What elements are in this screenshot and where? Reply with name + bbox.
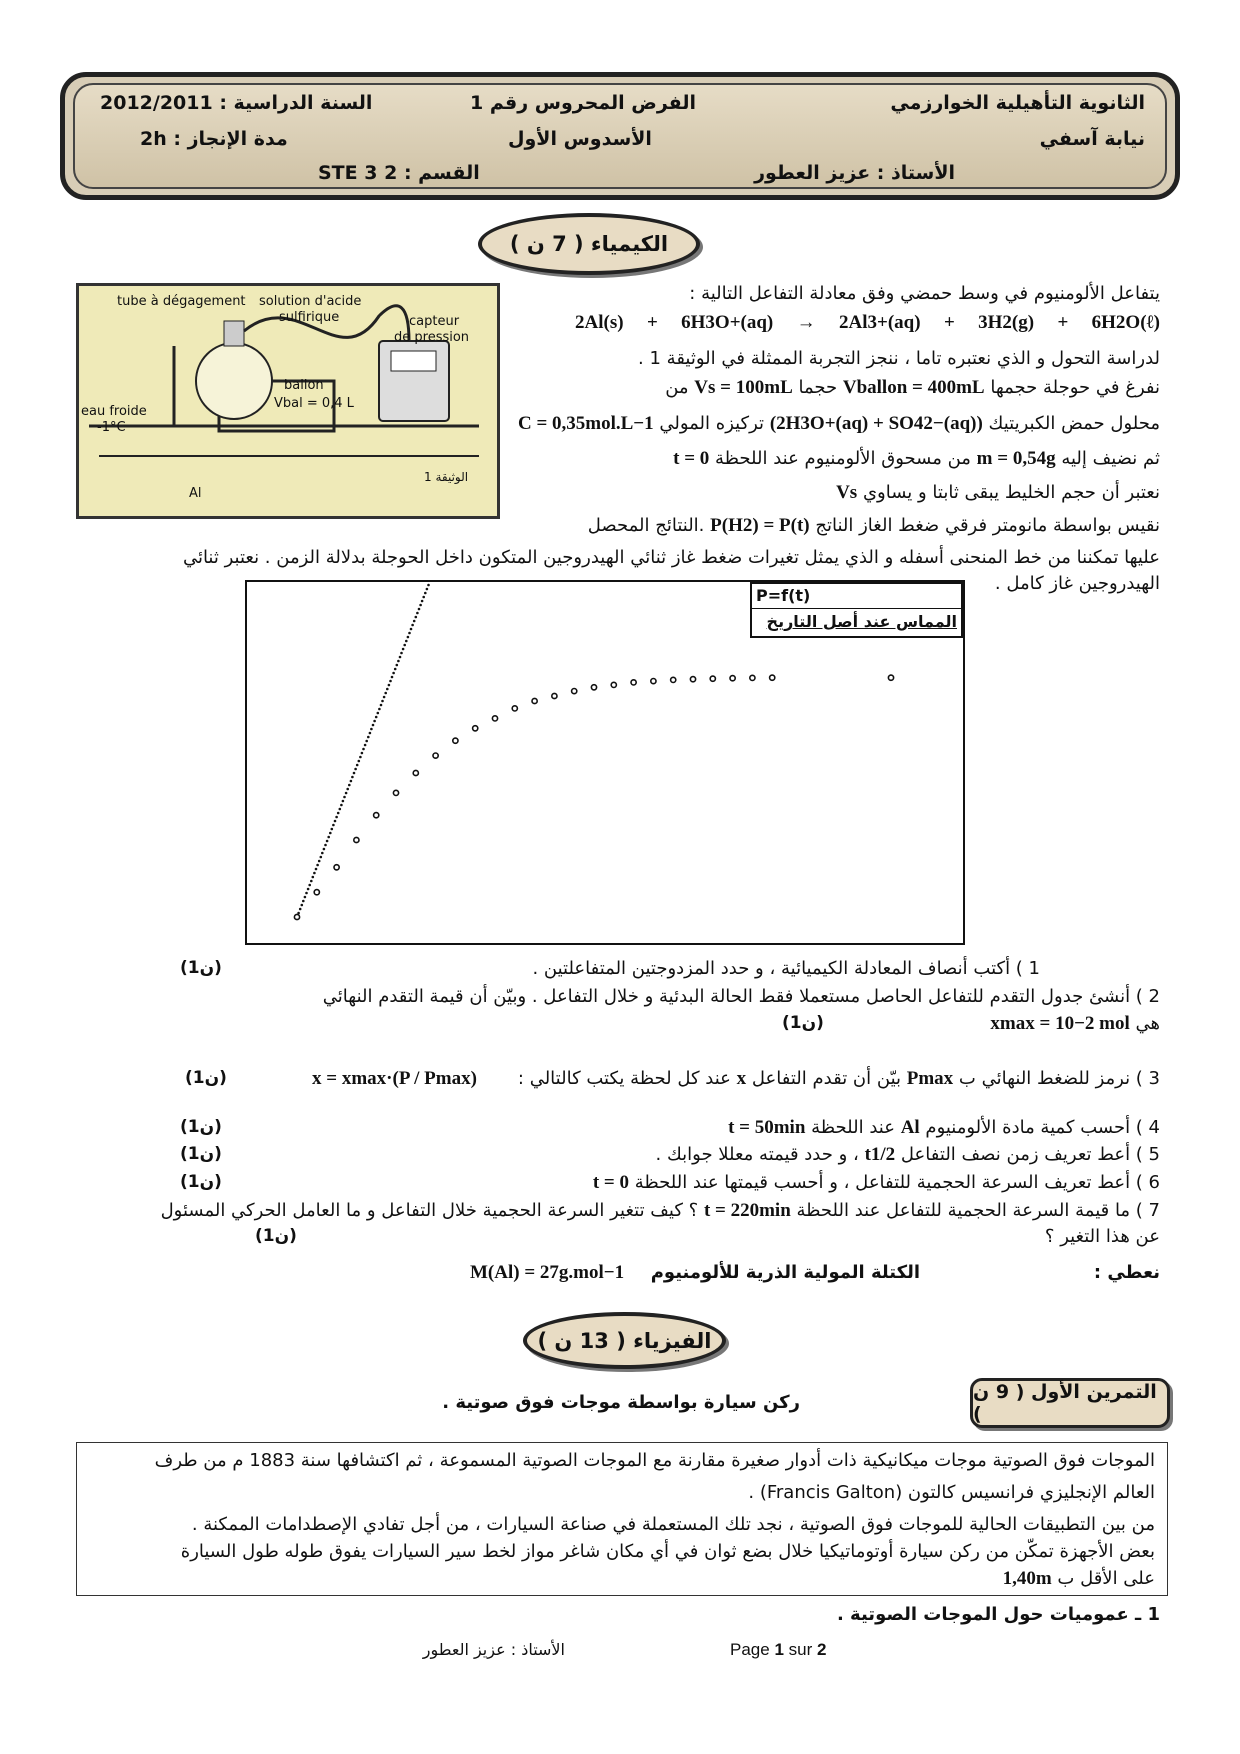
question-5 [656, 1144, 1160, 1166]
q7-text-a: 7 ) ما قيمة السرعة الحجمية للتفاعل عند اللحظة [796, 1200, 1160, 1221]
question-1-points: (1ن) [180, 958, 222, 978]
tangent-dot [416, 612, 419, 615]
tangent-dot [396, 664, 399, 667]
tangent-dot [305, 892, 308, 895]
eq-term-h2o: 6H2O(ℓ) [1091, 312, 1160, 333]
tangent-dot [326, 840, 329, 843]
question-7-line-2: عن هذا التغير ؟ [1044, 1226, 1160, 1247]
chem-l2-text-b: حجما [798, 377, 838, 398]
solution-volume-value: Vs = 100mL [694, 377, 793, 398]
q4-text-a: 4 ) أحسب كمية مادة الألومنيوم [925, 1117, 1160, 1138]
chem-l2-text-a: نفرغ في حوجلة حجمها [990, 377, 1160, 398]
question-6-points: (1ن) [180, 1172, 222, 1192]
advancement-formula: x = xmax·(P / Pmax) [312, 1068, 477, 1089]
label-flask-volume: Vbal = 0,4 L [274, 396, 354, 411]
tangent-dot [380, 704, 383, 707]
data-point [631, 680, 636, 685]
data-point [354, 837, 359, 842]
eq-term-al3: 2Al3+(aq) [839, 312, 921, 333]
chem-l5-text: نعتبر أن حجم الخليط يبقى ثابتا و يساوي [862, 482, 1160, 503]
tangent-dot [422, 596, 425, 599]
tangent-dot [353, 772, 356, 775]
tangent-dot [342, 800, 345, 803]
chem-line-6 [588, 515, 1160, 537]
physics-para-5 [1003, 1568, 1155, 1590]
tangent-dot [413, 620, 416, 623]
tangent-dot [334, 820, 337, 823]
data-point [453, 738, 458, 743]
chem-line-8: الهيدروجين غاز كامل . [994, 573, 1160, 594]
tangent-dot [348, 784, 351, 787]
molar-mass-label: الكتلة المولية الذرية للألومنيوم [650, 1262, 920, 1283]
label-tube: tube à dégagement [117, 294, 246, 309]
tangent-dot [350, 780, 353, 783]
tangent-dot [377, 712, 380, 715]
data-point [532, 698, 537, 703]
tangent-dot [408, 632, 411, 635]
tangent-dot [308, 884, 311, 887]
q3-text-b: بيّن أن تقدم التفاعل [751, 1068, 902, 1089]
chem-line-4 [673, 448, 1160, 470]
tangent-dot [329, 832, 332, 835]
question-2-line-1: 2 ) أنشئ جدول التقدم للتفاعل الحاصل مستعملا فقط الحالة البدئية و خلال التفاعل . وبيّن أن قيمة التقدم النهائي [322, 986, 1160, 1007]
tangent-dot [405, 640, 408, 643]
tangent-dot [310, 880, 313, 883]
document-1-figure [76, 283, 500, 519]
tangent-dot [332, 824, 335, 827]
q5-text-b: ، و حدد قيمته معللا جوابك . [655, 1144, 859, 1165]
page-sur: sur [788, 1640, 813, 1659]
tangent-dot [375, 716, 378, 719]
question-7-points: (1ن) [255, 1226, 297, 1246]
chemistry-title: الكيمياء ( 7 ن ) [478, 213, 700, 275]
tangent-dot [402, 648, 405, 651]
tangent-dot [327, 836, 330, 839]
tangent-dot [346, 788, 349, 791]
tangent-dot [315, 868, 318, 871]
graph-legend [750, 582, 963, 638]
eq-plus-1: + [646, 312, 658, 333]
tangent-dot [318, 860, 321, 863]
physics-para-1: الموجات فوق الصوتية موجات ميكانيكية ذات أدوار صغيرة مقارنة مع الموجات الصوتية المسموعة ، ثم اكتشافها سنة 1883 م من طرف [154, 1450, 1155, 1471]
data-point [651, 679, 656, 684]
tangent-dot [364, 744, 367, 747]
data-point [770, 675, 775, 680]
tangent-dot [388, 684, 391, 687]
tangent-dot [370, 728, 373, 731]
tangent-dot [378, 708, 381, 711]
tangent-dot [391, 676, 394, 679]
eq-term-h2: 3H2(g) [978, 312, 1035, 333]
tangent-dot [386, 688, 389, 691]
time-zero: t = 0 [673, 448, 710, 469]
question-3 [518, 1068, 1160, 1090]
label-solution-2: sulfirique [279, 310, 340, 325]
data-point [710, 676, 715, 681]
tangent-dot [320, 856, 323, 859]
t50-value: t = 50min [728, 1117, 806, 1138]
chem-l6-text-b: .النتائج المحصل [587, 515, 705, 536]
chem-l2-text-c: من [665, 377, 689, 398]
question-4 [728, 1117, 1160, 1139]
page-total: 2 [817, 1640, 827, 1659]
tangent-dot [369, 732, 372, 735]
t0-value: t = 0 [592, 1172, 629, 1193]
eq-term-al: 2Al(s) [575, 312, 624, 333]
data-point [552, 693, 557, 698]
q6-text: 6 ) أعط تعريف السرعة الحجمية للتفاعل ، و أحسب قيمتها عند اللحظة [634, 1172, 1160, 1193]
tangent-dot [397, 660, 400, 663]
eq-term-h3o: 6H3O+(aq) [681, 312, 774, 333]
tangent-dot [343, 796, 346, 799]
tangent-dot [421, 600, 424, 603]
chem-line-1: لدراسة التحول و الذي نعتبره تاما ، ننجز التجربة الممثلة في الوثيقة 1 . [638, 348, 1160, 369]
exercise-1-subtitle: ركن سيارة بواسطة موجات فوق صوتية . [442, 1392, 800, 1413]
question-2-points: (1ن) [782, 1013, 824, 1033]
tangent-dot [419, 604, 422, 607]
tangent-dot [299, 908, 302, 911]
question-1: 1 ) أكتب أنصاف المعادلة الكيميائية ، و حدد المزدوجتين المتفاعلتين . [532, 958, 1040, 979]
data-point [888, 675, 893, 680]
question-6 [593, 1172, 1160, 1194]
tangent-dot [331, 828, 334, 831]
tangent-dot [358, 760, 361, 763]
tangent-dot [361, 752, 364, 755]
tangent-dot [302, 900, 305, 903]
tangent-dot [424, 592, 427, 595]
tangent-dot [427, 584, 430, 587]
vs-symbol: Vs [836, 482, 858, 503]
data-point [433, 753, 438, 758]
tangent-dot [373, 720, 376, 723]
chem-intro: يتفاعل الألومنيوم في وسط حمضي وفق معادلة التفاعل التالية : [689, 283, 1160, 304]
tangent-dot [418, 608, 421, 611]
tangent-dot [399, 656, 402, 659]
footer-teacher: الأستاذ : عزيز العطور [422, 1640, 565, 1659]
data-point [512, 706, 517, 711]
data-point [572, 689, 577, 694]
tangent-dot [359, 756, 362, 759]
tangent-dot [321, 852, 324, 855]
q3-text-c: عند كل لحظة يكتب كالتالي : [517, 1068, 731, 1089]
data-point [671, 677, 676, 682]
al-symbol: Al [900, 1117, 920, 1138]
tangent-dot [323, 848, 326, 851]
tangent-dot [362, 748, 365, 751]
tangent-dot [410, 628, 413, 631]
distance-value: 1,40m [1002, 1568, 1052, 1589]
tangent-dot [367, 736, 370, 739]
xmax-value: xmax = 10−2 mol [990, 1013, 1130, 1034]
tangent-dot [372, 724, 375, 727]
chem-l4-text-a: ثم نضيف إليه [1061, 448, 1160, 469]
semester: الأسدوس الأول [508, 128, 652, 150]
data-point [611, 682, 616, 687]
tangent-dot [415, 616, 418, 619]
q2-text: هي [1135, 1013, 1160, 1034]
t220-value: t = 220min [703, 1200, 791, 1221]
tangent-dot [403, 644, 406, 647]
q3-text-a: 3 ) نرمز للضغط النهائي ب [958, 1068, 1160, 1089]
data-point [374, 813, 379, 818]
tangent-dot [316, 864, 319, 867]
eq-arrow: → [796, 312, 816, 333]
data-point [750, 675, 755, 680]
tangent-dot [394, 668, 397, 671]
data-point [314, 890, 319, 895]
physics-title: الفيزياء ( 13 ن ) [523, 1312, 726, 1369]
half-life-symbol: t1/2 [864, 1144, 896, 1165]
tangent-dot [381, 700, 384, 703]
label-cold-water: eau froide [81, 404, 147, 419]
tangent-dot [301, 904, 304, 907]
page-number [730, 1640, 826, 1660]
teacher-name: الأستاذ : عزيز العطور [754, 162, 955, 184]
tangent-dot [411, 624, 414, 627]
legend-curve: P=f(t) [756, 586, 811, 605]
pmax-symbol: Pmax [906, 1068, 954, 1089]
data-point [591, 685, 596, 690]
eq-plus-2: + [943, 312, 955, 333]
directorate: نيابة آسفي [1039, 128, 1145, 150]
tangent-dot [304, 896, 307, 899]
tangent-dot [313, 872, 316, 875]
data-point [393, 790, 398, 795]
data-point [492, 716, 497, 721]
chem-l4-text-b: من مسحوق الألومنيوم عند اللحظة [715, 448, 971, 469]
duration: مدة الإنجاز : 2h [140, 128, 288, 150]
pressure-notation: P(H2) = P(t) [710, 515, 810, 536]
acid-formula: (2H3O+(aq) + SO42−(aq)) [769, 413, 983, 434]
tangent-dot [340, 804, 343, 807]
data-point [334, 865, 339, 870]
tangent-dot [339, 808, 342, 811]
q4-text-b: عند اللحظة [811, 1117, 895, 1138]
tangent-dot [384, 692, 387, 695]
tangent-dot [389, 680, 392, 683]
q7-text-b: ؟ كيف تتغير السرعة الحجمية خلال التفاعل و ما العامل الحركي المسئول [160, 1200, 699, 1221]
chem-l6-text-a: نقيس بواسطة مانومتر فرقي ضغط الغاز الناتج [815, 515, 1160, 536]
legend-divider [752, 608, 961, 609]
flask-volume-value: Vballon = 400mL [842, 377, 985, 398]
label-temperature: -1°C [97, 420, 126, 435]
label-sensor-2: de pression [394, 330, 470, 345]
tangent-dot [324, 844, 327, 847]
given-label: نعطي : [1093, 1262, 1160, 1283]
x-symbol: x [736, 1068, 747, 1089]
mass-value: m = 0,54g [976, 448, 1056, 469]
chem-line-5 [836, 482, 1160, 504]
tangent-dot [365, 740, 368, 743]
page-prefix: Page [730, 1640, 770, 1659]
question-3-points: (1ن) [185, 1068, 227, 1088]
figure-caption: الوثيقة 1 [424, 470, 469, 484]
chem-line-3 [518, 413, 1160, 435]
tangent-dot [312, 876, 315, 879]
data-point [690, 677, 695, 682]
label-flask: ballon [284, 378, 324, 393]
school-name: الثانوية التأهيلية الخوارزمي [890, 92, 1145, 114]
tangent-dot [337, 812, 340, 815]
section-1-title: 1 ـ عموميات حول الموجات الصوتية . [836, 1604, 1160, 1625]
label-sensor: capteur [409, 314, 460, 329]
concentration-value: C = 0,35mol.L−1 [517, 413, 654, 434]
tangent-dot [307, 888, 310, 891]
chem-l3-text-a: محلول حمض الكبريتيك [988, 413, 1160, 434]
tangent-dot [351, 776, 354, 779]
tangent-dot [426, 588, 429, 591]
data-point [730, 676, 735, 681]
chem-l3-text-b: تركيزه المولي [659, 413, 765, 434]
page-current: 1 [774, 1640, 784, 1659]
data-point [413, 770, 418, 775]
question-5-points: (1ن) [180, 1144, 222, 1164]
question-7-line-1 [161, 1200, 1160, 1222]
reaction-equation [575, 312, 1160, 334]
tangent-dot [400, 652, 403, 655]
chem-line-2 [665, 377, 1160, 399]
legend-tangent: المماس عند أصل التاريخ [766, 612, 957, 631]
data-point [473, 726, 478, 731]
physics-para-3: من بين التطبيقات الحالية للموجات فوق الصوتية ، نجد تلك المستعملة في صناعة السيارات ، من أجل تفادي الإصطدامات الممكنة . [191, 1514, 1155, 1535]
school-year: السنة الدراسية : 2012/2011 [100, 92, 373, 114]
q5-text-a: 5 ) أعط تعريف زمن نصف التفاعل [900, 1144, 1160, 1165]
tangent-dot [354, 768, 357, 771]
tangent-dot [392, 672, 395, 675]
physics-para-2: العالم الإنجليزي فرانسيس كالتون (Francis Galton) . [748, 1482, 1155, 1503]
question-4-points: (1ن) [180, 1117, 222, 1137]
tangent-dot [345, 792, 348, 795]
tangent-dot [407, 636, 410, 639]
data-point [294, 914, 299, 919]
physics-para-4: بعض الأجهزة تمكّن من ركن سيارة أوتوماتيكيا خلال بضع ثوان في أي مكان شاغر مواز لخط سير السيارات يفوق طوله طول السيارة [180, 1541, 1155, 1562]
class-label: القسم : 2 STE 3 [318, 162, 480, 184]
eq-plus-3: + [1057, 312, 1069, 333]
tangent-dot [356, 764, 359, 767]
chem-line-7: عليها تمكننا من خط المنحنى أسفله و الذي يمثل تغيرات ضغط غاز ثنائي الهيدروجين المتكون داخل الحوجلة بدلالة الزمن . نعتبر ثنائي [182, 547, 1160, 568]
p5-text: على الأقل ب [1057, 1568, 1155, 1589]
molar-mass-value: M(Al) = 27g.mol−1 [470, 1262, 625, 1283]
question-2-line-2 [990, 1013, 1160, 1035]
exercise-1-title: التمرين الأول ( 9 ن ) [970, 1378, 1170, 1428]
tangent-dot [335, 816, 338, 819]
label-aluminium: Al [189, 486, 202, 501]
test-title: الفرض المحروس رقم 1 [470, 92, 696, 114]
label-solution: solution d'acide [259, 294, 362, 309]
tangent-dot [383, 696, 386, 699]
